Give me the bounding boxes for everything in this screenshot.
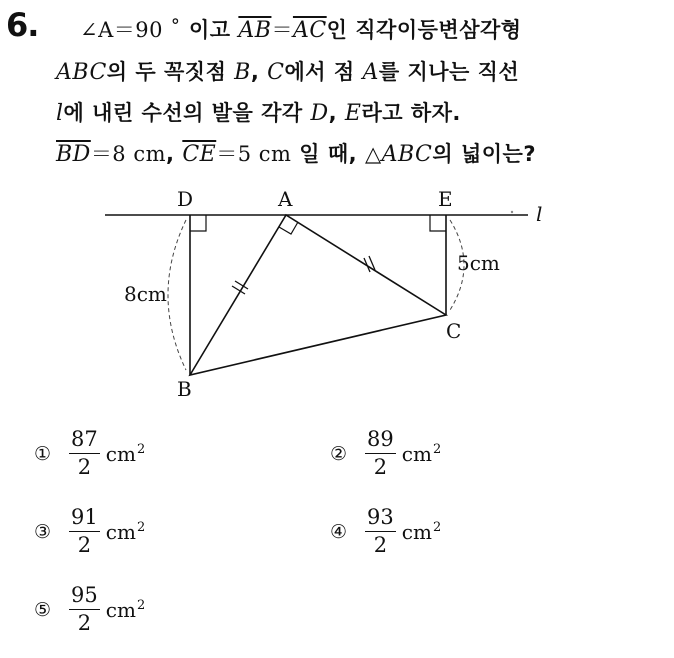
label-d: D — [177, 187, 194, 211]
choice-2[interactable] — [330, 428, 441, 479]
stray-dot — [511, 211, 513, 213]
geometry-figure — [0, 180, 674, 410]
question-line-1: ∠A＝90 ˚ 이고 $\overline{AB}=\overline{AC}$인 직각이등변삼각형 — [80, 18, 522, 43]
choice-marker: ④ — [330, 520, 348, 543]
label-ce-length: 5cm — [457, 251, 500, 275]
segment-ce: $\overline{CE}$ — [182, 142, 217, 167]
right-angle-mark-d — [190, 215, 206, 231]
choice-fraction: $\frac{91}{2}$ — [71, 505, 98, 558]
question-line-3: l에 내린 수선의 발을 각각 D, E라고 하자. — [56, 101, 461, 126]
choice-unit: $cm^2$ — [401, 441, 442, 466]
label-b: B — [177, 377, 192, 401]
question-number: 6. — [6, 6, 39, 44]
segment-ac: $\overline{AC}$ — [292, 18, 327, 43]
label-line-l: l — [536, 202, 543, 226]
segment-ab: $\overline{AB}$ — [238, 18, 272, 43]
label-e: E — [438, 187, 453, 211]
right-angle-mark-a — [279, 222, 298, 234]
choice-marker: ② — [330, 442, 348, 465]
question-line-4: $\overline{BD}=8$ cm, $\overline{CE}=5$ cm 일 때, △ABC의 넓이는? — [56, 142, 537, 167]
choice-unit: $cm^2$ — [105, 441, 146, 466]
choice-fraction: $\frac{89}{2}$ — [367, 427, 394, 480]
choice-fraction: $\frac{95}{2}$ — [71, 583, 98, 636]
choice-4[interactable] — [330, 506, 441, 557]
choice-fraction: $\frac{93}{2}$ — [367, 505, 394, 558]
choice-unit: $cm^2$ — [105, 597, 146, 622]
choice-unit: $cm^2$ — [401, 519, 442, 544]
angle-a-expression: ∠A＝90 ˚ — [80, 18, 182, 42]
right-angle-mark-e — [430, 215, 446, 231]
dimension-arc-bd — [168, 220, 186, 370]
choice-marker: ① — [34, 442, 52, 465]
choice-marker: ⑤ — [34, 598, 52, 621]
label-c: C — [446, 319, 462, 343]
choice-unit: $cm^2$ — [105, 519, 146, 544]
label-a: A — [278, 187, 293, 211]
segment-bd: $\overline{BD}$ — [56, 142, 91, 167]
choice-marker: ③ — [34, 520, 52, 543]
choice-fraction: $\frac{87}{2}$ — [71, 427, 98, 480]
choice-5[interactable] — [34, 584, 145, 635]
question-line-2: ABC의 두 꼭짓점 B, C에서 점 A를 지나는 직선 — [56, 60, 520, 85]
label-bd-length: 8cm — [124, 282, 167, 306]
choice-3[interactable] — [34, 506, 145, 557]
triangle-abc — [190, 215, 446, 375]
choice-1[interactable] — [34, 428, 145, 479]
